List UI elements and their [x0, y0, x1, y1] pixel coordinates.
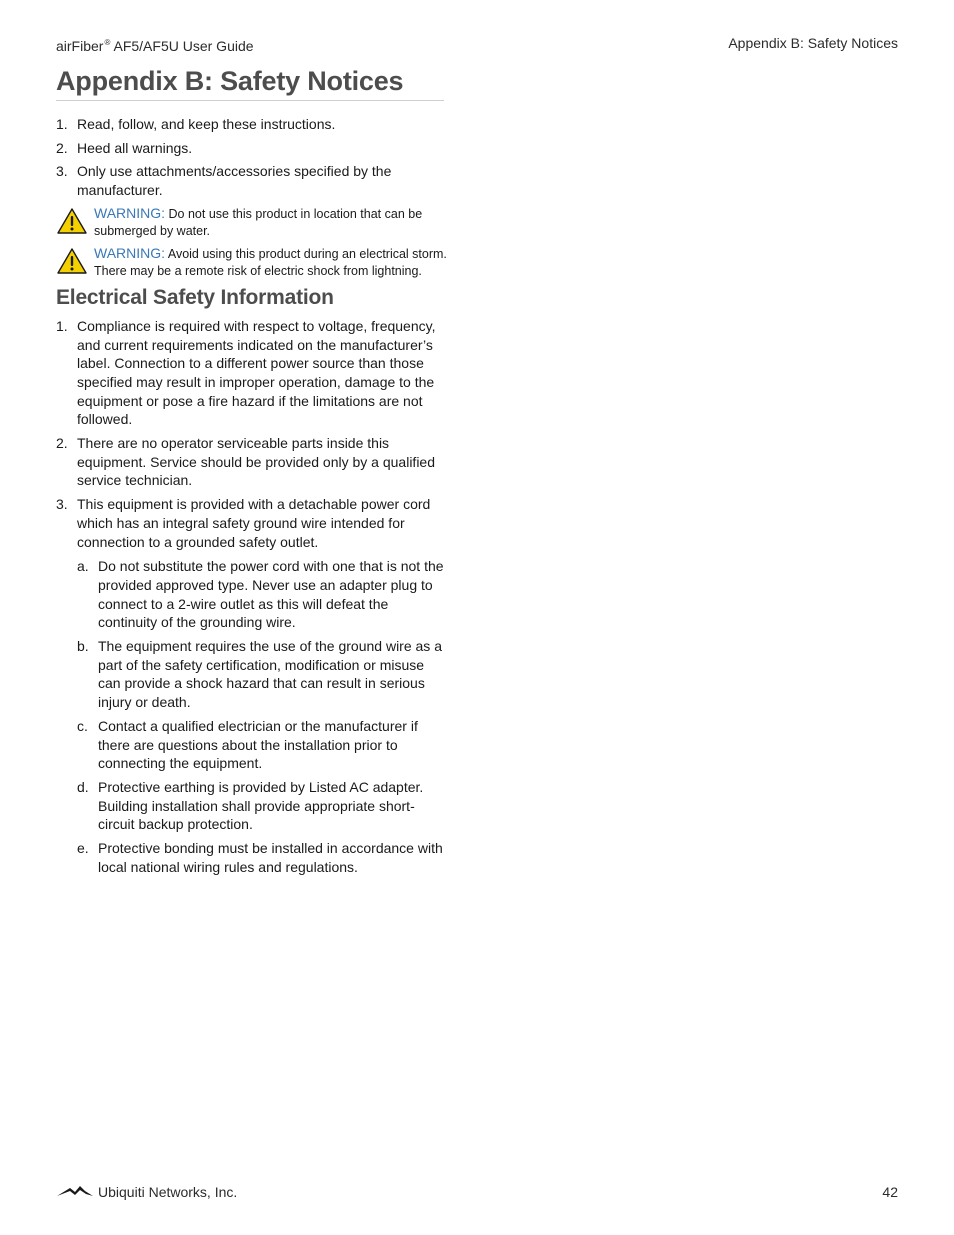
section-heading: Electrical Safety Information — [56, 285, 334, 309]
header-product-name: airFiber — [56, 38, 104, 54]
warning-triangle-icon — [56, 207, 88, 235]
instructions-list — [56, 115, 450, 200]
page-content — [56, 64, 450, 882]
list-item — [56, 434, 450, 490]
warning-text: Do not use this product in location that can be submerged by water. — [94, 206, 423, 239]
list-letter: c. — [77, 717, 88, 734]
list-item-text: Only use attachments/accessories specified by the manufacturer. — [77, 163, 392, 199]
page-title: Appendix B: Safety Notices — [56, 64, 444, 101]
list-item-text: Heed all warnings. — [77, 139, 193, 156]
list-item — [56, 115, 450, 134]
page-number: 42 — [882, 1184, 898, 1200]
sub-list-item-text: The equipment requires the use of the ground wire as a part of the safety certification, modification or misuse can provide a shock hazard that can result in serious injury or death. — [98, 638, 442, 711]
sub-list-item-text: Protective earthing is provided by Listed AC adapter. Building installation shall provide appropriate short-circuit backup protection. — [98, 778, 424, 833]
list-letter: d. — [77, 778, 89, 795]
header-guide-title — [56, 34, 254, 55]
company-name: Ubiquiti Networks, Inc. — [98, 1184, 238, 1200]
list-number: 3. — [56, 163, 68, 180]
list-item-text: This equipment is provided with a detachable power cord which has an integral safety ground wire intended for connection to a grounded safety outlet. — [77, 496, 431, 550]
list-letter: a. — [77, 558, 89, 575]
sub-list-item — [77, 717, 450, 773]
list-item — [56, 162, 450, 199]
list-letter: b. — [77, 638, 89, 655]
electrical-safety-list — [56, 317, 450, 877]
sub-list-item — [77, 557, 450, 632]
warning-label: WARNING: — [94, 204, 166, 221]
header-guide-suffix: AF5/AF5U User Guide — [110, 38, 254, 54]
warning-notice — [56, 245, 450, 281]
list-number: 3. — [56, 496, 68, 513]
sub-list-item — [77, 839, 450, 876]
sub-list-item-text: Protective bonding must be installed in accordance with local national wiring rules and regulations. — [98, 840, 443, 875]
header-section-title: Appendix B: Safety Notices — [728, 35, 898, 51]
sub-list-item — [77, 637, 450, 712]
ubiquiti-logo-icon — [56, 1185, 94, 1197]
list-item-text: Read, follow, and keep these instructions. — [77, 116, 336, 132]
warning-triangle-icon — [56, 247, 88, 275]
sub-list-item-text: Do not substitute the power cord with one that is not the provided approved type. Never use an adapter plug to connect to a 2-wire outlet as this will defeat the continuity of the grounding wire. — [98, 558, 444, 631]
list-item-text: Compliance is required with respect to voltage, frequency, and current requirements indicated on the manufacturer’s label. Connection to a different power source than those specified may result in improper operation, damage to the equipment or pose a fire hazard if the limitations are not followed. — [77, 317, 436, 428]
grounding-sub-list — [77, 557, 450, 876]
warning-text: Avoid using this product during an electrical storm. There may be a remote risk of electric shock from lightning. — [94, 246, 447, 279]
list-item — [56, 317, 450, 429]
list-letter: e. — [77, 840, 89, 857]
sub-list-item-text: Contact a qualified electrician or the manufacturer if there are questions about the installation prior to connecting the equipment. — [98, 717, 418, 772]
list-item — [56, 495, 450, 876]
list-item — [56, 139, 450, 158]
list-number: 2. — [56, 435, 68, 452]
list-number: 2. — [56, 139, 68, 156]
list-number: 1. — [56, 317, 68, 334]
sub-list-item — [77, 778, 450, 834]
registered-mark: ® — [104, 38, 111, 47]
list-number: 1. — [56, 116, 68, 132]
warning-notice — [56, 205, 450, 241]
list-item-text: There are no operator serviceable parts inside this equipment. Service should be provided only by a qualified service technician. — [77, 435, 436, 489]
warning-label: WARNING: — [94, 244, 166, 261]
